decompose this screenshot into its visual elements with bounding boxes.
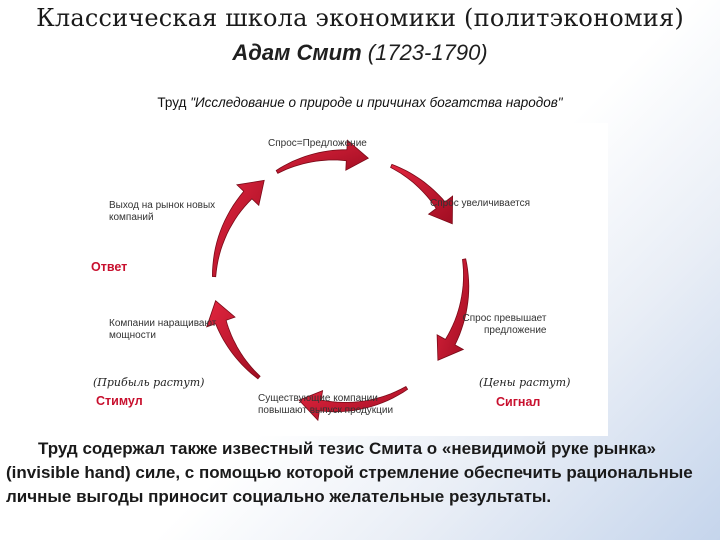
- node-new-entrants: [109, 200, 215, 224]
- node-demand-equals-supply: Спрос=Предложение: [268, 138, 367, 149]
- label-answer: Ответ: [91, 260, 128, 274]
- author-name: Адам Смит: [232, 40, 362, 65]
- node-demand-exceeds-supply-line2: предложение: [484, 325, 547, 336]
- label-stimulus: Стимул: [96, 394, 143, 408]
- node-capacity-growth-line1: Компании наращивают: [109, 318, 217, 329]
- node-demand-exceeds-supply-line1: Спрос превышает: [462, 313, 547, 324]
- arrow-top-right: [391, 164, 453, 223]
- node-capacity-growth: [109, 318, 216, 342]
- page-title: Классическая школа экономики (политэкономия): [36, 4, 684, 32]
- work-label: Труд: [157, 95, 191, 110]
- node-new-entrants-line2: компаний: [109, 212, 154, 223]
- label-profit-growth: (Прибыль растут): [93, 376, 205, 389]
- node-demand-exceeds-supply: [458, 313, 546, 337]
- node-companies-increase-output-line2: повышают выпуск продукции: [258, 405, 394, 416]
- arrow-left: [212, 180, 264, 276]
- node-demand-increases: Спрос увеличивается: [430, 198, 531, 209]
- work-line: [0, 95, 720, 110]
- author-years: (1723-1790): [367, 40, 488, 65]
- cycle-arrows: [82, 123, 608, 436]
- node-companies-increase-output: [258, 393, 393, 417]
- label-price-growth: (Цены растут): [479, 376, 571, 389]
- node-companies-increase-output-line1: Существующие компании: [258, 393, 378, 404]
- node-new-entrants-line1: Выход на рынок новых: [109, 200, 216, 211]
- node-capacity-growth-line2: мощности: [109, 330, 156, 341]
- author-line: [0, 40, 720, 66]
- label-signal: Сигнал: [496, 395, 541, 409]
- arrow-right: [437, 259, 469, 361]
- body-paragraph: Труд содержал также известный тезис Смита о «невидимой руке рынка» (invisible hand) силе, с помощью которой стремление обеспечить рациональные личные выгоды приносит социально желательные результаты.: [6, 439, 693, 506]
- cycle-diagram: [82, 123, 608, 436]
- work-title: "Исследование о природе и причинах богатства народов": [190, 95, 563, 110]
